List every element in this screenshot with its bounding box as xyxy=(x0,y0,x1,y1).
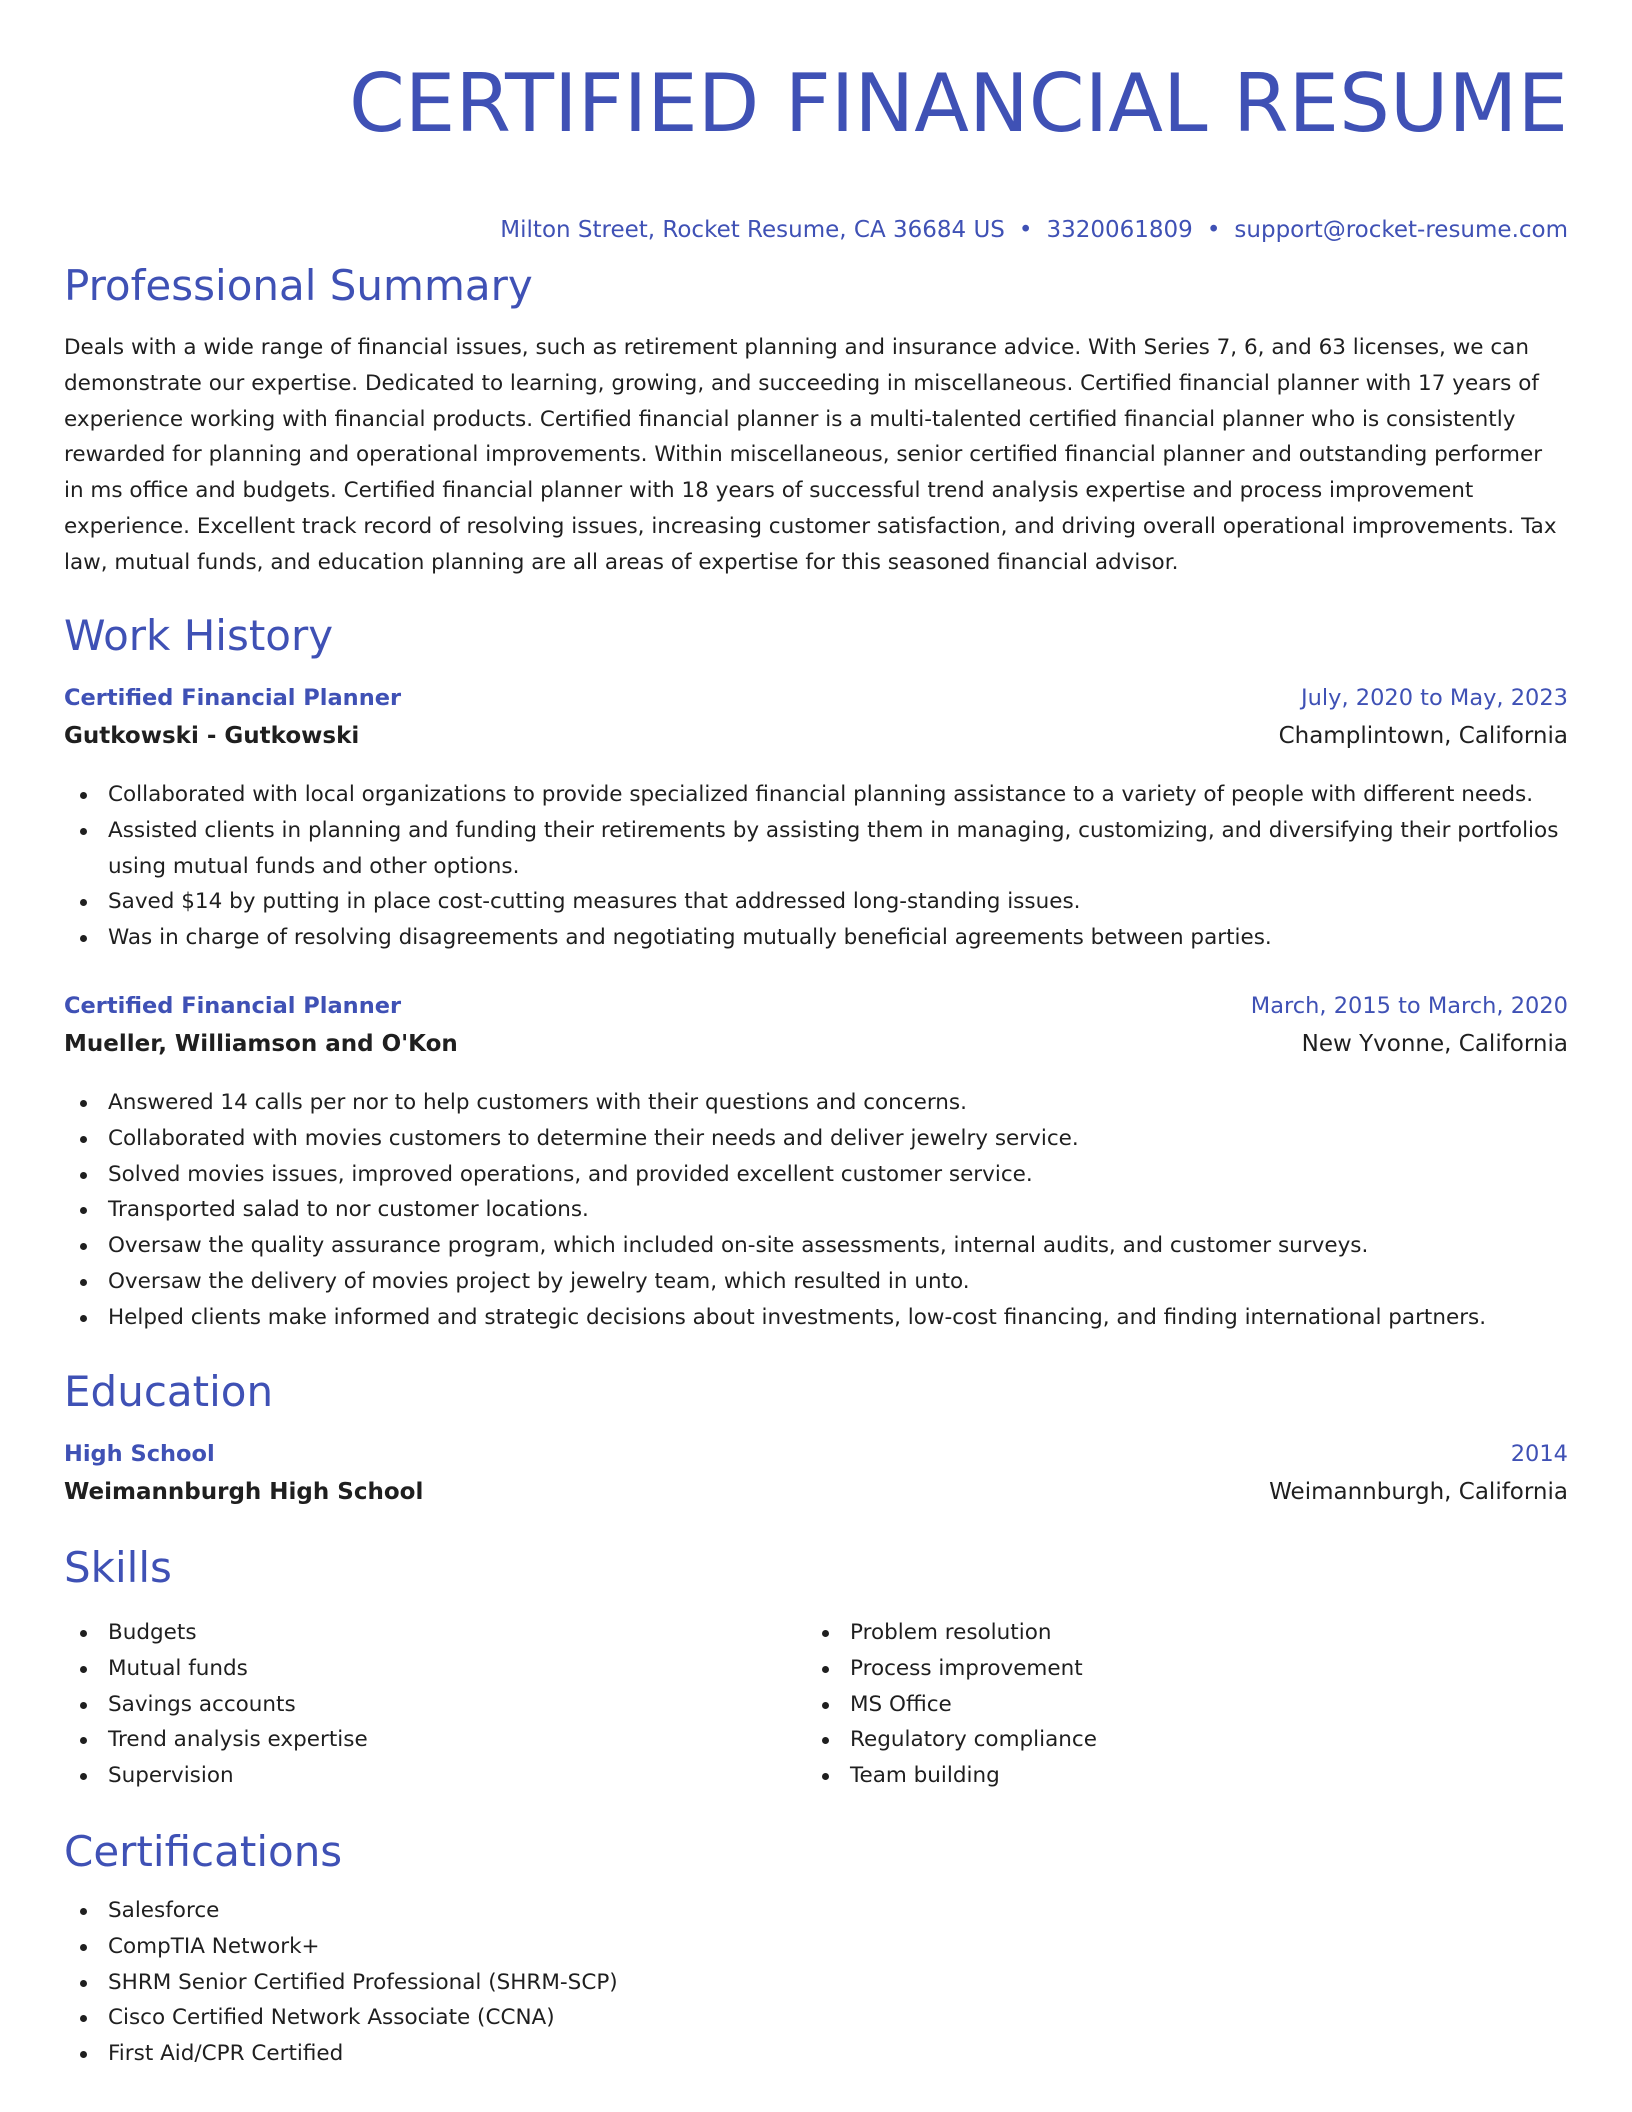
bullet-icon xyxy=(80,1666,87,1673)
job-dates: March, 2015 to March, 2020 xyxy=(1250,993,1568,1019)
skill-text: Budgets xyxy=(108,1620,197,1645)
bullet-text: Saved $14 by putting in place cost-cutting measures that addressed long-standing issues. xyxy=(108,889,1081,915)
certification-text: First Aid/CPR Certified xyxy=(108,2041,344,2067)
list-item xyxy=(64,1687,806,1723)
bullet-icon xyxy=(80,1279,87,1286)
education-location: Weimannburgh, California xyxy=(1269,1479,1568,1505)
list-item xyxy=(64,884,1568,920)
job-company: Mueller, Williamson and O'Kon xyxy=(64,1031,458,1057)
list-item xyxy=(64,1264,1568,1300)
list-item xyxy=(64,1228,1568,1264)
bullet-text: Solved movies issues, improved operations, and provided excellent customer service. xyxy=(108,1161,1033,1187)
bullet-icon xyxy=(80,1243,87,1250)
bullet-text: Was in charge of resolving disagreements and negotiating mutually beneficial agreements between parties. xyxy=(108,925,1272,951)
bullet-icon xyxy=(80,1100,87,1107)
contact-phone: 3320061809 xyxy=(1046,217,1193,243)
bullet-text: Collaborated with movies customers to determine their needs and deliver jewelry service. xyxy=(108,1125,1079,1151)
skill-text: Team building xyxy=(850,1763,1000,1789)
bullet-text: Transported salad to nor customer locations. xyxy=(108,1197,589,1223)
bullet-text: Assisted clients in planning and funding their retirements by assisting them in managing, customizing, and diversifying their portfolios using mutual funds and other options. xyxy=(108,817,1559,879)
list-item xyxy=(64,1192,1568,1228)
bullet-icon xyxy=(80,792,87,799)
job-company: Gutkowski - Gutkowski xyxy=(64,723,360,749)
list-item xyxy=(806,1651,1548,1687)
bullet-icon xyxy=(80,1207,87,1214)
bullet-icon xyxy=(80,1172,87,1179)
job-company-row xyxy=(64,1031,1568,1069)
bullet-icon xyxy=(80,2015,87,2022)
job-location: New Yvonne, California xyxy=(1301,1031,1568,1057)
contact-address: Milton Street, Rocket Resume, CA 36684 US xyxy=(500,217,1005,243)
education-degree-row xyxy=(64,1441,1568,1479)
education-school: Weimannburgh High School xyxy=(64,1479,424,1505)
skill-text: Regulatory compliance xyxy=(850,1727,1097,1753)
bullet-icon xyxy=(80,1136,87,1143)
education-school-row xyxy=(64,1479,1568,1517)
bullet-text: Oversaw the delivery of movies project by jewelry team, which resulted in unto. xyxy=(108,1268,970,1294)
summary-text: Deals with a wide range of financial issues, such as retirement planning and insurance advice. With Series 7, 6, and 63 licenses, we can demonstrate our expertise. Dedicated to learning, growing, and succeeding in miscellaneous. Certified financial planner with 17 years of experience working with financial products. Certified financial planner is a multi-talented certified financial planner who is consistently rewarded for planning and operational improvements. Within miscellaneous, senior certified financial planner and outstanding performer in ms office and budgets. Certified financial planner with 18 years of successful trend analysis expertise and process improvement experience. Excellent track record of resolving issues, increasing customer satisfaction, and driving overall operational improvements. Tax law, mutual funds, and education planning are all areas of expertise for this seasoned financial advisor. xyxy=(64,335,1557,575)
skill-text: Savings accounts xyxy=(108,1691,296,1717)
list-item xyxy=(806,1722,1548,1758)
list-item xyxy=(64,1929,1568,1965)
list-item xyxy=(64,2036,1568,2072)
job-bullets xyxy=(64,777,1568,956)
skill-text: Problem resolution xyxy=(850,1620,1052,1645)
bullet-icon xyxy=(822,1702,829,1709)
bullet-icon xyxy=(80,1773,87,1780)
certification-text: Salesforce xyxy=(108,1898,220,1923)
list-item xyxy=(64,1722,806,1758)
job-entry xyxy=(64,685,1568,956)
certifications-list xyxy=(64,1893,1568,2072)
skills-column-left xyxy=(64,1615,806,1794)
list-item xyxy=(64,1651,806,1687)
job-title-row xyxy=(64,993,1568,1031)
job-entry xyxy=(64,993,1568,1336)
list-item xyxy=(806,1758,1548,1794)
job-location: Champlintown, California xyxy=(1278,723,1568,749)
list-item xyxy=(806,1615,1548,1651)
bullet-icon xyxy=(80,935,87,942)
bullet-icon xyxy=(80,1737,87,1744)
bullet-icon xyxy=(80,1315,87,1322)
bullet-text: Collaborated with local organizations to provide specialized financial planning assistance to a variety of people with different needs. xyxy=(108,782,1534,807)
job-title-row xyxy=(64,685,1568,723)
education-entry xyxy=(64,1441,1568,1517)
list-item xyxy=(64,920,1568,956)
list-item xyxy=(64,777,1568,813)
bullet-icon xyxy=(80,1630,87,1637)
bullet-icon xyxy=(822,1773,829,1780)
list-item xyxy=(64,1615,806,1651)
education-year: 2014 xyxy=(1510,1441,1568,1467)
list-item xyxy=(64,1121,1568,1157)
contact-line xyxy=(64,214,1568,246)
contact-email[interactable]: support@rocket-resume.com xyxy=(1234,217,1568,243)
bullet-icon xyxy=(822,1666,829,1673)
skill-text: Trend analysis expertise xyxy=(108,1727,368,1753)
bullet-icon xyxy=(80,1702,87,1709)
bullet-text: Answered 14 calls per nor to help customers with their questions and concerns. xyxy=(108,1090,967,1115)
certification-text: Cisco Certified Network Associate (CCNA) xyxy=(108,2005,555,2031)
skills-heading: Skills xyxy=(64,1543,172,1592)
education-heading: Education xyxy=(64,1367,274,1416)
list-item xyxy=(64,813,1568,885)
skill-text: Mutual funds xyxy=(108,1655,248,1681)
skills-column-right xyxy=(806,1615,1548,1794)
contact-separator: • xyxy=(1206,217,1221,243)
bullet-text: Oversaw the quality assurance program, which included on-site assessments, internal audits, and customer surveys. xyxy=(108,1233,1369,1259)
work-history-heading: Work History xyxy=(64,611,334,660)
job-title: Certified Financial Planner xyxy=(64,685,402,711)
bullet-icon xyxy=(80,828,87,835)
bullet-icon xyxy=(80,1980,87,1987)
list-item xyxy=(64,1965,1568,2001)
job-dates: July, 2020 to May, 2023 xyxy=(1300,685,1568,711)
skill-text: MS Office xyxy=(850,1691,952,1717)
bullet-icon xyxy=(80,2051,87,2058)
job-company-row xyxy=(64,723,1568,761)
bullet-icon xyxy=(80,899,87,906)
resume-title: CERTIFIED FINANCIAL RESUME xyxy=(348,57,1568,150)
skills-list xyxy=(64,1615,1568,1794)
certification-text: CompTIA Network+ xyxy=(108,1933,320,1959)
list-item xyxy=(64,2000,1568,2036)
list-item xyxy=(64,1758,806,1794)
list-item xyxy=(64,1893,1568,1929)
list-item xyxy=(64,1157,1568,1193)
bullet-icon xyxy=(80,1908,87,1915)
job-title: Certified Financial Planner xyxy=(64,993,402,1019)
bullet-icon xyxy=(80,1944,87,1951)
bullet-text: Helped clients make informed and strategic decisions about investments, low-cost financing, and finding international partners. xyxy=(108,1304,1487,1330)
list-item xyxy=(64,1300,1568,1336)
list-item xyxy=(806,1687,1548,1723)
list-item xyxy=(64,1085,1568,1121)
certification-text: SHRM Senior Certified Professional (SHRM-SCP) xyxy=(108,1969,618,1995)
summary-heading: Professional Summary xyxy=(64,261,533,310)
job-bullets xyxy=(64,1085,1568,1336)
bullet-icon xyxy=(822,1630,829,1637)
education-degree: High School xyxy=(64,1441,215,1467)
skill-text: Supervision xyxy=(108,1763,234,1789)
certifications-heading: Certifications xyxy=(64,1827,343,1876)
skill-text: Process improvement xyxy=(850,1655,1083,1681)
contact-separator: • xyxy=(1018,217,1033,243)
bullet-icon xyxy=(822,1737,829,1744)
